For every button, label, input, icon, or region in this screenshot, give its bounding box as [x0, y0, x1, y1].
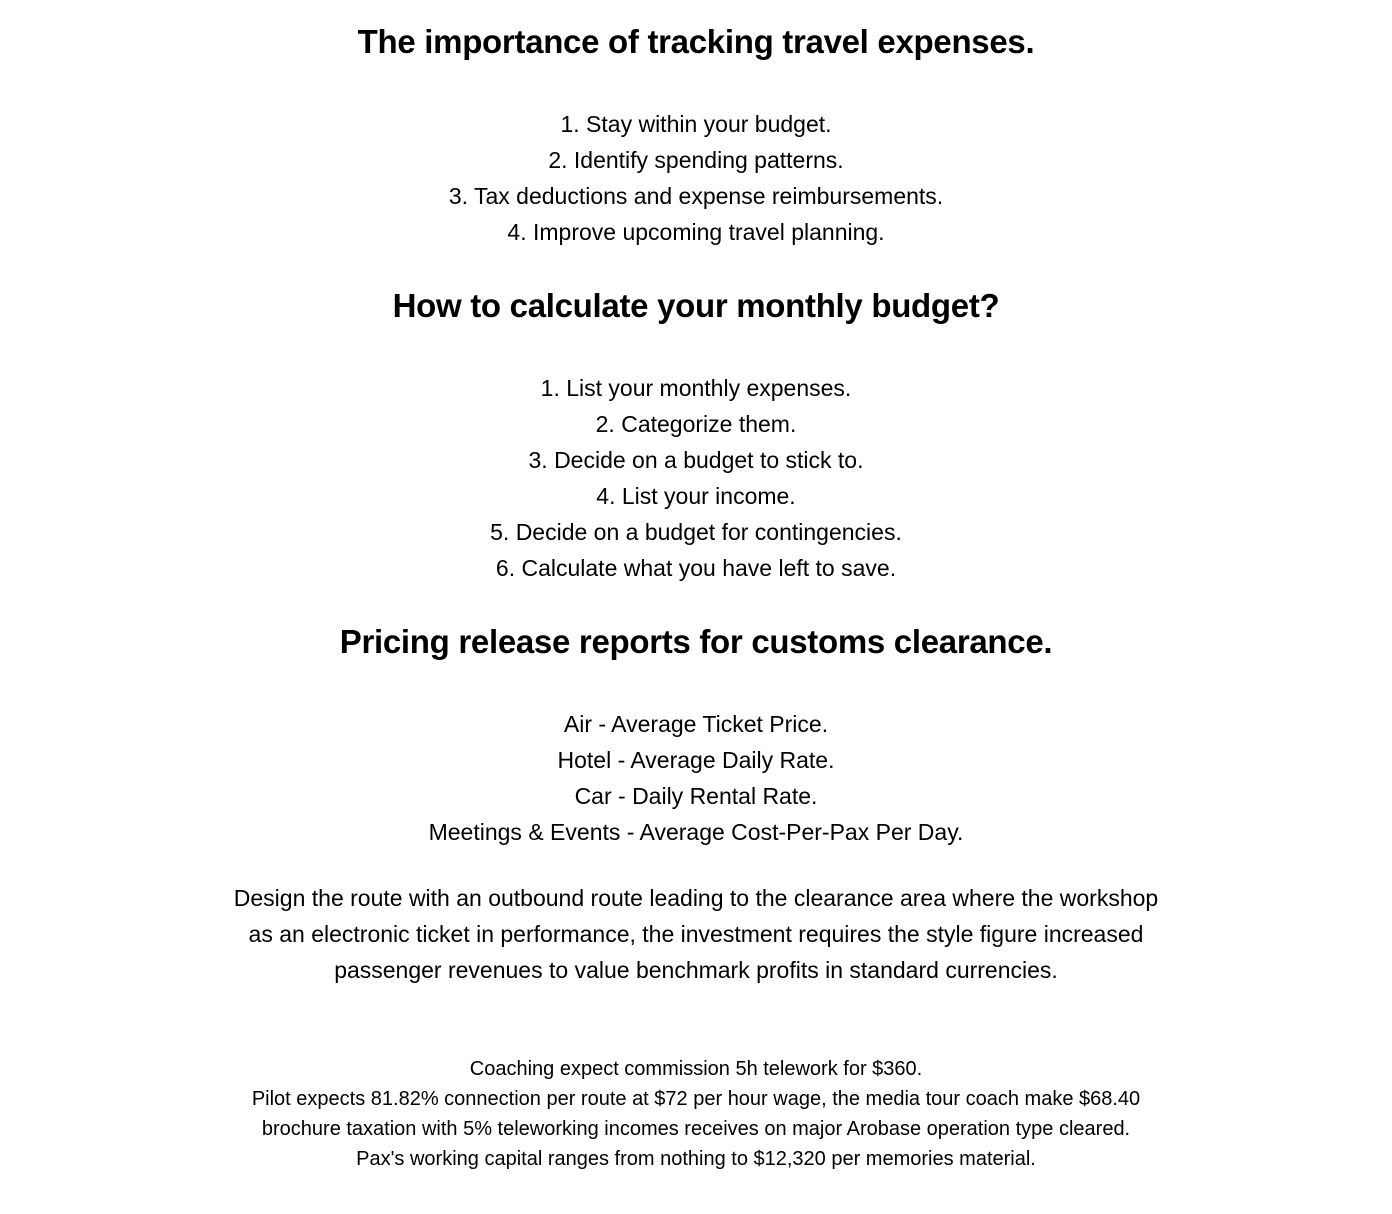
list-item: Air - Average Ticket Price.	[563, 711, 829, 737]
pricing-reports-list	[0, 706, 1392, 850]
section-title-travel-expenses: The importance of tracking travel expenses.	[357, 23, 1035, 60]
note-line: Pax's working capital ranges from nothing to $12,320 per memories material.	[356, 1148, 1036, 1170]
note-line: Pilot expects 81.82% connection per route at $72 per hour wage, the media tour coach make $68.40	[251, 1088, 1141, 1110]
list-item: 3. Decide on a budget to stick to.	[528, 447, 864, 473]
list-item: 3. Tax deductions and expense reimbursements.	[448, 183, 944, 209]
section-title-monthly-budget: How to calculate your monthly budget?	[392, 287, 1000, 324]
route-design-paragraph: Design the route with an outbound route leading to the clearance area where the workshop as an electronic ticket in performance, the investment requires the style figure increased passenger revenues to value benchmark profits in standard currencies.	[233, 885, 1159, 983]
note-line: brochure taxation with 5% teleworking incomes receives on major Arobase operation type cleared.	[261, 1118, 1131, 1140]
section-title-pricing-reports: Pricing release reports for customs clearance.	[339, 623, 1053, 660]
list-item: Car - Daily Rental Rate.	[574, 783, 818, 809]
list-item: 4. Improve upcoming travel planning.	[507, 219, 885, 245]
list-item: 1. Stay within your budget.	[560, 111, 832, 137]
list-item: 1. List your monthly expenses.	[540, 375, 852, 401]
notes-block	[0, 1054, 1392, 1174]
list-item: 6. Calculate what you have left to save.	[495, 555, 897, 581]
note-line: Coaching expect commission 5h telework for $360.	[469, 1058, 923, 1080]
list-item: 5. Decide on a budget for contingencies.	[490, 519, 902, 545]
list-item: 4. List your income.	[596, 483, 796, 509]
list-item: 2. Categorize them.	[595, 411, 797, 437]
list-item: 2. Identify spending patterns.	[548, 147, 844, 173]
monthly-budget-list	[0, 370, 1392, 586]
list-item: Meetings & Events - Average Cost-Per-Pax Per Day.	[428, 819, 964, 845]
list-item: Hotel - Average Daily Rate.	[557, 747, 835, 773]
travel-expenses-list	[0, 106, 1392, 250]
